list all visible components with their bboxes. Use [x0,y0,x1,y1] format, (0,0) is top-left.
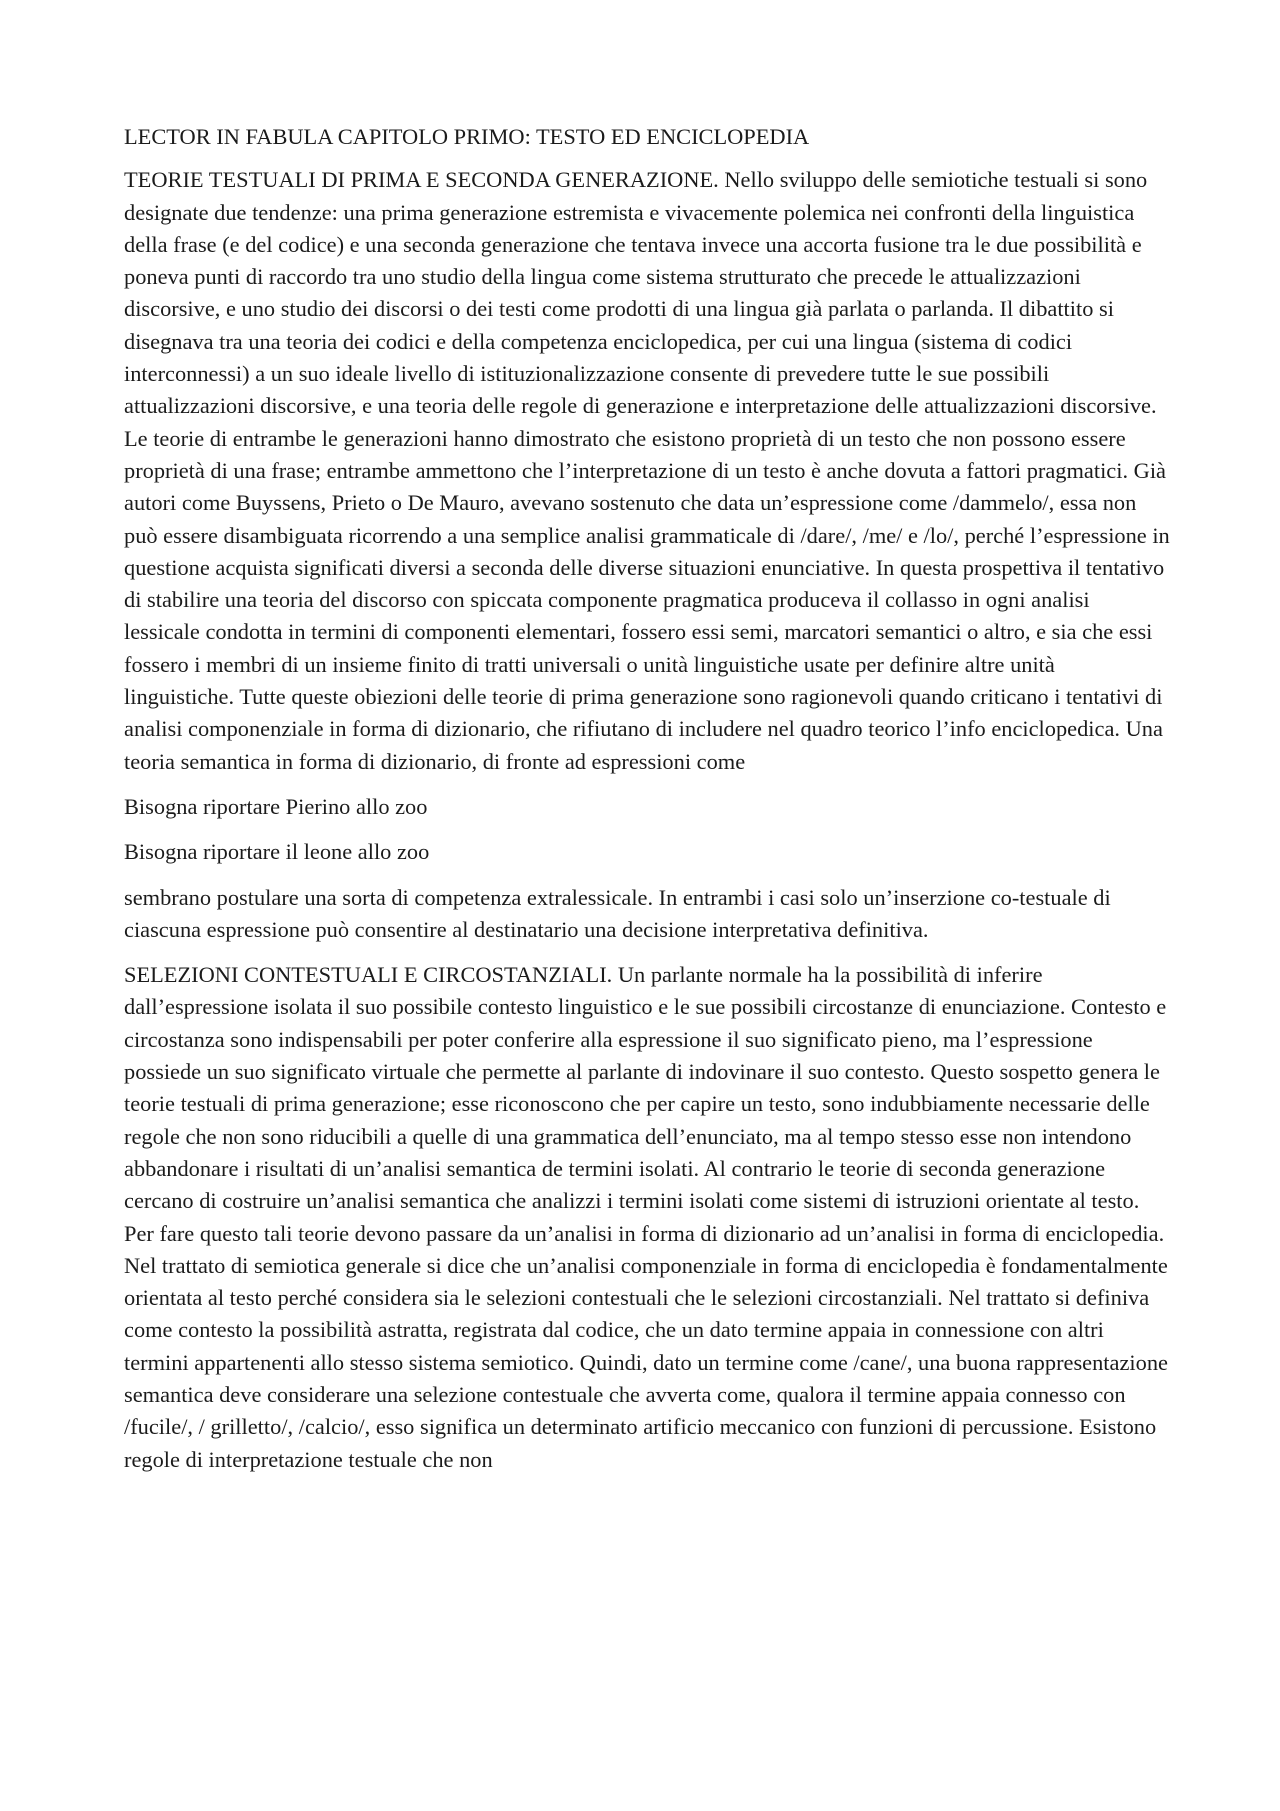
document-title: LECTOR IN FABULA CAPITOLO PRIMO: TESTO ED ENCICLOPEDIA [124,124,810,149]
example-sentence-2: Bisogna riportare il leone allo zoo [124,839,430,865]
paragraph-selections: SELEZIONI CONTESTUALI E CIRCOSTANZIALI. Un parlante normale ha la possibilità di inferire dall’espressione isolata il suo possibile contesto linguistico e le sue possibili circostanze di enunciazione. Contesto e circostanza sono indispensabili per poter conferire alla espressione il suo significato pieno, ma l’espressione possiede un suo significato virtuale che permette al parlante di indovinare il suo contesto. Questo sospetto genera le teorie testuali di prima generazione; esse riconoscono che per capire un testo, sono indubbiamente necessarie delle regole che non sono riducibili a quelle di una grammatica dell’enunciato, ma al tempo stesso esse non intendono abbandonare i risultati di un’analisi semantica de termini isolati. Al contrario le teorie di seconda generazione cercano di costruire un’analisi semantica che analizzi i termini isolati come sistemi di istruzioni orientate al testo. Per fare questo tali teorie devono passare da un’analisi in forma di dizionario ad un’analisi in forma di enciclopedia. Nel trattato di semiotica generale si dice che un’analisi componenziale in forma di enciclopedia è fondamentalmente orientata al testo perché considera sia le selezioni contestuali che le selezioni circostanziali. Nel trattato si definiva come contesto la possibilità astratta, registrata dal codice, che un dato termine appaia in connessione con altri termini appartenenti allo stesso sistema semiotico. Quindi, dato un termine come /cane/, una buona rappresentazione semantica deve considerare una selezione contestuale che avverta come, qualora il termine appaia connesso con /fucile/, / grilletto/, /calcio/, esso significa un determinato artificio meccanico con funzioni di percussione. Esistono regole di interpretazione testuale che non [124,962,1168,1472]
paragraph-extralexical: sembrano postulare una sorta di competenza extralessicale. In entrambi i casi solo un’inserzione co-testuale di ciascuna espressione può consentire al destinatario una decisione interpretativa definitiva. [124,884,1111,942]
paragraph-theories: TEORIE TESTUALI DI PRIMA E SECONDA GENERAZIONE. Nello sviluppo delle semiotiche testuali si sono designate due tendenze: una prima generazione estremista e vivacemente polemica nei confronti della linguistica della frase (e del codice) e una seconda generazione che tentava invece una accorta fusione tra le due possibilità e poneva punti di raccordo tra uno studio della lingua come sistema strutturato che precede le attualizzazioni discorsive, e uno studio dei discorsi o dei testi come prodotti di una lingua già parlata o parlanda. Il dibattito si disegnava tra una teoria dei codici e della competenza enciclopedica, per cui una lingua (sistema di codici interconnessi) a un suo ideale livello di istituzionalizzazione consente di prevedere tutte le sue possibili attualizzazioni discorsive, e una teoria delle regole di generazione e interpretazione delle attualizzazioni discorsive. Le teorie di entrambe le generazioni hanno dimostrato che esistono proprietà di un testo che non possono essere proprietà di una frase; entrambe ammettono che l’interpretazione di un testo è anche dovuta a fattori pragmatici. Già autori come Buyssens, Prieto o De Mauro, avevano sostenuto che data un’espressione come /dammelo/, essa non può essere disambiguata ricorrendo a una semplice analisi grammaticale di /dare/, /me/ e /lo/, perché l’espressione in questione acquista significati diversi a seconda delle diverse situazioni enunciative. In questa prospettiva il tentativo di stabilire una teoria del discorso con spiccata componente pragmatica produceva il collasso in ogni analisi lessicale condotta in termini di componenti elementari, fossero essi semi, marcatori semantici o altro, e sia che essi fossero i membri di un insieme finito di tratti universali o unità linguistiche usate per definire altre unità linguistiche. Tutte queste obiezioni delle teorie di prima generazione sono ragionevoli quando criticano i tentativi di analisi componenziale in forma di dizionario, che rifiutano di includere nel quadro teorico l’info enciclopedica. Una teoria semantica in forma di dizionario, di fronte ad espressioni come [124,167,1170,774]
document-page [124,121,1170,1489]
example-sentence-1: Bisogna riportare Pierino allo zoo [124,793,428,819]
